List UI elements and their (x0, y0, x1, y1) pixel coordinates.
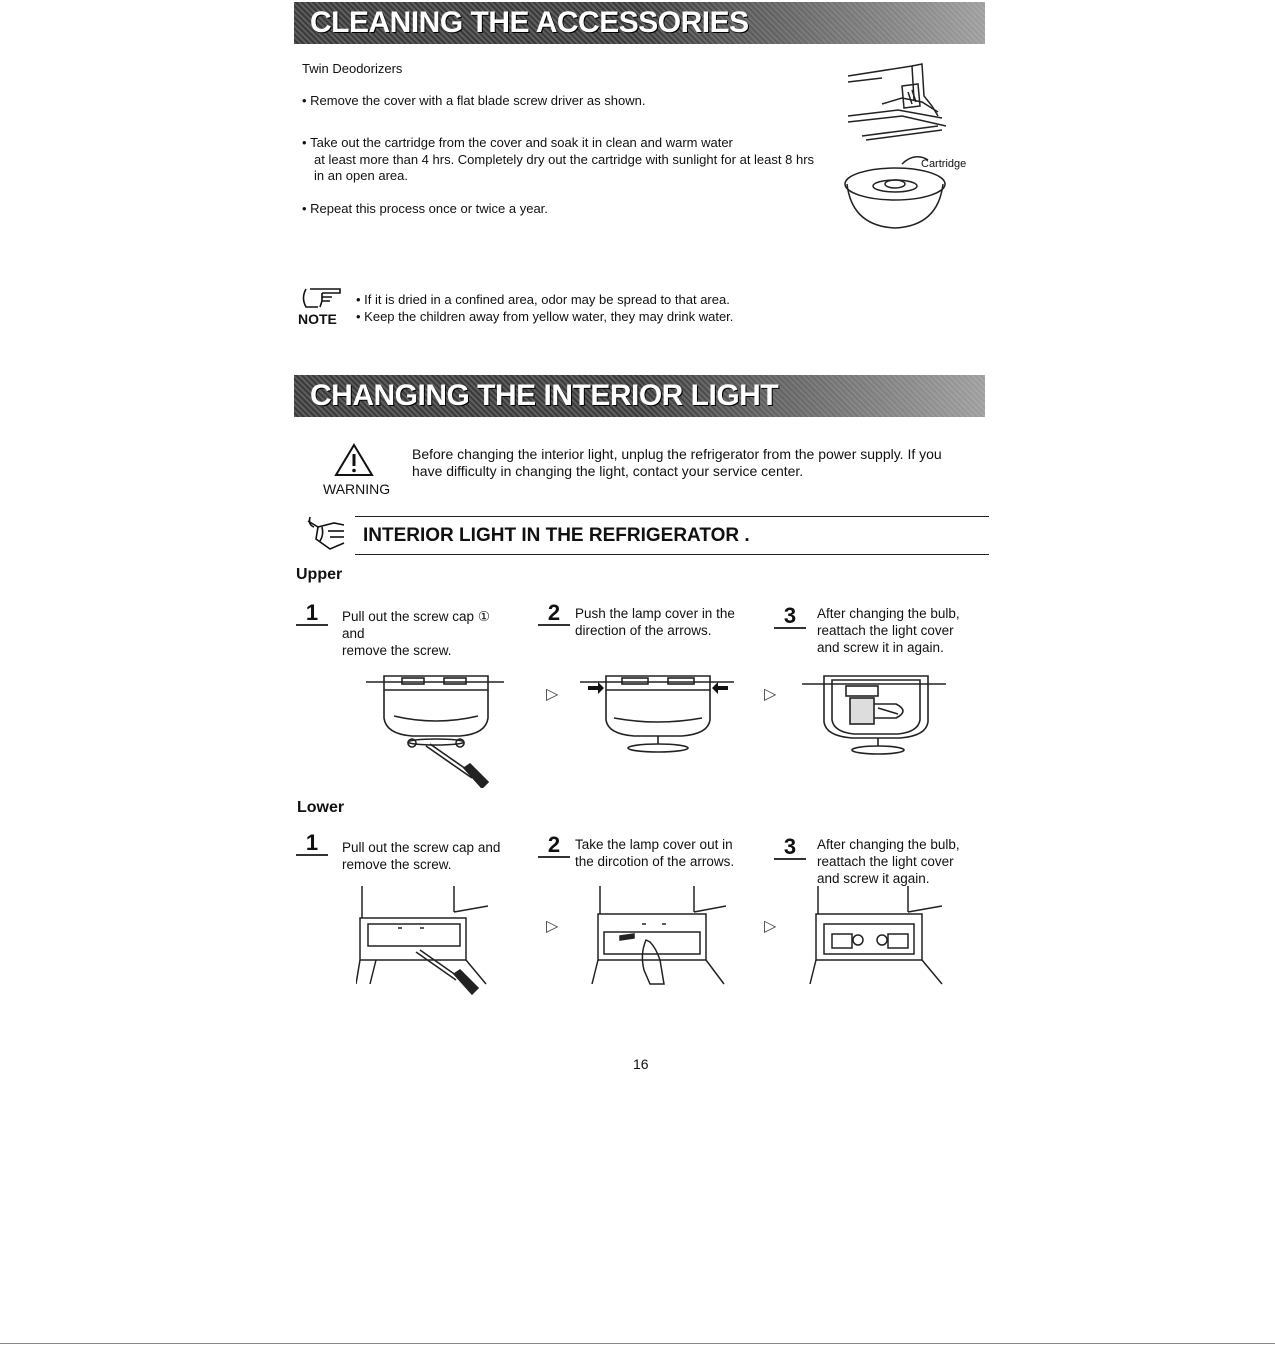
warning-line-2: have difficulty in changing the light, contact your service center. (412, 463, 804, 479)
cleaning-bullet-1: • Remove the cover with a flat blade screw driver as shown. (302, 92, 645, 109)
lower-step-3-illustration (808, 884, 948, 988)
pointing-hand-icon (300, 285, 346, 311)
cleaning-subtitle: Twin Deodorizers (302, 61, 403, 76)
upper-label: Upper (296, 566, 343, 583)
play-arrow-icon: ▷ (764, 918, 777, 935)
lower-step-2-text: Take the lamp cover out in the dircotion of the arrows. (575, 837, 735, 869)
play-arrow-icon: ▷ (546, 686, 559, 703)
upper-step-3-illustration (800, 668, 950, 760)
upper-step-1-number: 1 (296, 602, 328, 626)
note-line-1: • If it is dried in a confined area, odor may be spread to that area. (356, 291, 730, 308)
upper-step-3-text: After changing the bulb, reattach the light cover and screw it in again. (817, 606, 960, 655)
warning-line-1: Before changing the interior light, unplug the refrigerator from the power supply. If you (412, 446, 942, 462)
subheading-rule-bottom (355, 554, 989, 555)
page-number: 16 (633, 1056, 649, 1072)
cleaning-title: CLEANING THE ACCESSORIES (294, 2, 985, 44)
upper-step-2-illustration (578, 668, 738, 758)
lower-step-1-illustration (356, 884, 496, 1000)
cartridge-label: Cartridge (921, 158, 967, 170)
upper-step-3-number: 3 (774, 605, 806, 629)
cleaning-bullet-3: • Repeat this process once or twice a year. (302, 200, 548, 217)
lower-label: Lower (297, 799, 345, 816)
lower-step-2-illustration (590, 884, 730, 988)
subheading: INTERIOR LIGHT IN THE REFRIGERATOR . (363, 525, 750, 546)
play-arrow-icon: ▷ (546, 918, 559, 935)
cleaning-bullet-2-cont-2: in an open area. (314, 168, 408, 183)
upper-step-2-number: 2 (538, 602, 570, 626)
upper-step-1-text: Pull out the screw cap ① and remove the screw. (342, 609, 490, 658)
cleaning-bullet-2: • Take out the cartridge from the cover and soak it in clean and warm water (302, 134, 733, 151)
play-arrow-icon: ▷ (764, 686, 777, 703)
deodorizer-illustration (842, 56, 972, 236)
lower-step-3-number: 3 (774, 836, 806, 860)
cleaning-bullet-2-cont-1: at least more than 4 hrs. Completely dry out the cartridge with sunlight for at least 8 hrs (314, 152, 815, 167)
upper-step-2-text: Push the lamp cover in the direction of the arrows. (575, 606, 735, 638)
lower-step-3-text: After changing the bulb, reattach the light cover and screw it again. (817, 837, 960, 886)
subheading-rule-top (355, 516, 989, 517)
hand-icon (304, 515, 350, 551)
note-line-2: • Keep the children away from yellow water, they may drink water. (356, 308, 733, 325)
warning-label: WARNING (323, 481, 391, 497)
upper-step-1-illustration (364, 668, 514, 788)
lower-step-1-text: Pull out the screw cap and remove the screw. (342, 840, 501, 872)
warning-triangle-icon (334, 442, 374, 478)
light-title: CHANGING THE INTERIOR LIGHT (294, 375, 985, 417)
lower-step-1-number: 1 (296, 832, 328, 856)
note-label: NOTE (298, 311, 337, 327)
bottom-rule (0, 1343, 1275, 1344)
lower-step-2-number: 2 (538, 834, 570, 858)
